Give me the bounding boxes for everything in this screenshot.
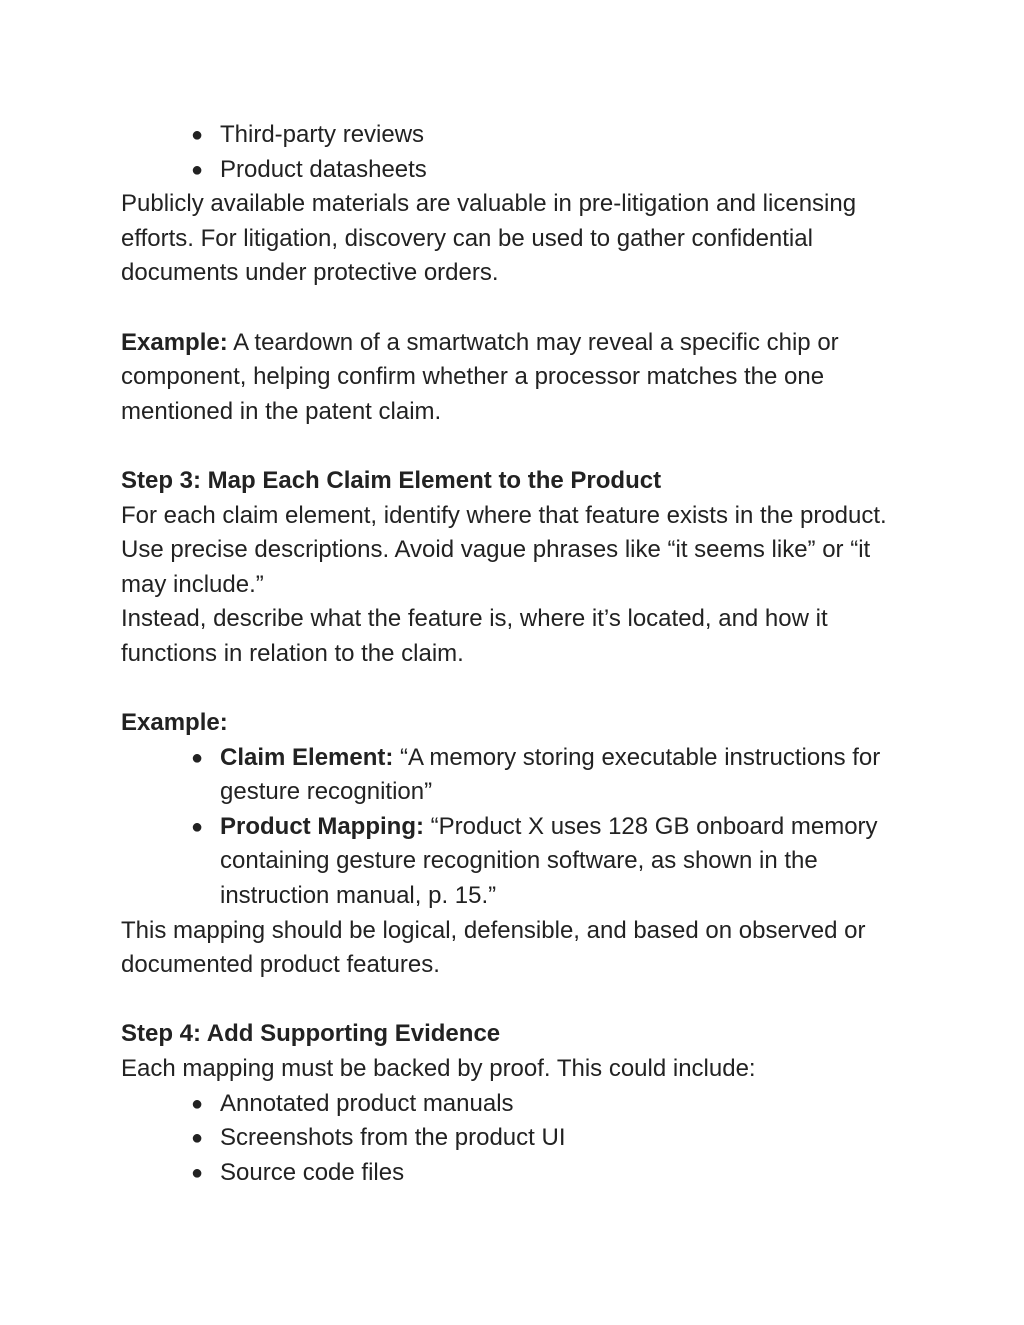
- bullet-icon: ●: [191, 124, 204, 146]
- bullet-icon: ●: [191, 1161, 204, 1184]
- bullet-icon: ●: [191, 1092, 204, 1115]
- step3-closing: This mapping should be logical, defensible, and based on observed or documented product features.: [121, 916, 866, 979]
- bullet-icon: ●: [191, 1127, 204, 1150]
- mapping-list: [121, 741, 911, 914]
- evidence-list: [121, 1087, 911, 1191]
- list-item: ● Annotated product manuals: [121, 1087, 911, 1122]
- list-item: ● Product Mapping: “Product X uses 128 GB onboard memory containing gesture recognition software, as shown in the instruction manual, p. 15.”: [121, 810, 911, 914]
- list-item: ● Product datasheets: [121, 153, 911, 188]
- paragraph-public-materials: Publicly available materials are valuable in pre-litigation and licensing efforts. For litigation, discovery can be used to gather confidential documents under protective orders.: [121, 190, 857, 287]
- step3-paragraph-2: Instead, describe what the feature is, where it’s located, and how it functions in relation to the claim.: [121, 605, 828, 667]
- step4-intro: Each mapping must be backed by proof. This could include:: [121, 1055, 756, 1083]
- example-label: Example:: [121, 328, 228, 356]
- sources-list: [121, 118, 911, 187]
- list-item: ● Claim Element: “A memory storing executable instructions for gesture recognition”: [121, 741, 911, 810]
- list-item: ● Source code files: [121, 1156, 911, 1191]
- list-item: ● Third-party reviews: [121, 118, 911, 153]
- bullet-icon: ●: [191, 815, 204, 838]
- list-item: ● Screenshots from the product UI: [121, 1121, 911, 1156]
- step4-heading: Step 4: Add Supporting Evidence: [121, 1020, 501, 1048]
- step3-heading: Step 3: Map Each Claim Element to the Product: [121, 466, 662, 494]
- example-teardown: Example: A teardown of a smartwatch may reveal a specific chip or component, helping confirm whether a processor matches the one mentioned in the patent claim.: [121, 328, 839, 425]
- bullet-icon: ●: [191, 746, 204, 769]
- document-page: [121, 118, 911, 1190]
- step3-paragraph: For each claim element, identify where that feature exists in the product. Use precise descriptions. Avoid vague phrases like “it seems like” or “it may include.”: [121, 501, 887, 598]
- bullet-icon: ●: [191, 158, 204, 181]
- example-label: Example:: [121, 709, 228, 737]
